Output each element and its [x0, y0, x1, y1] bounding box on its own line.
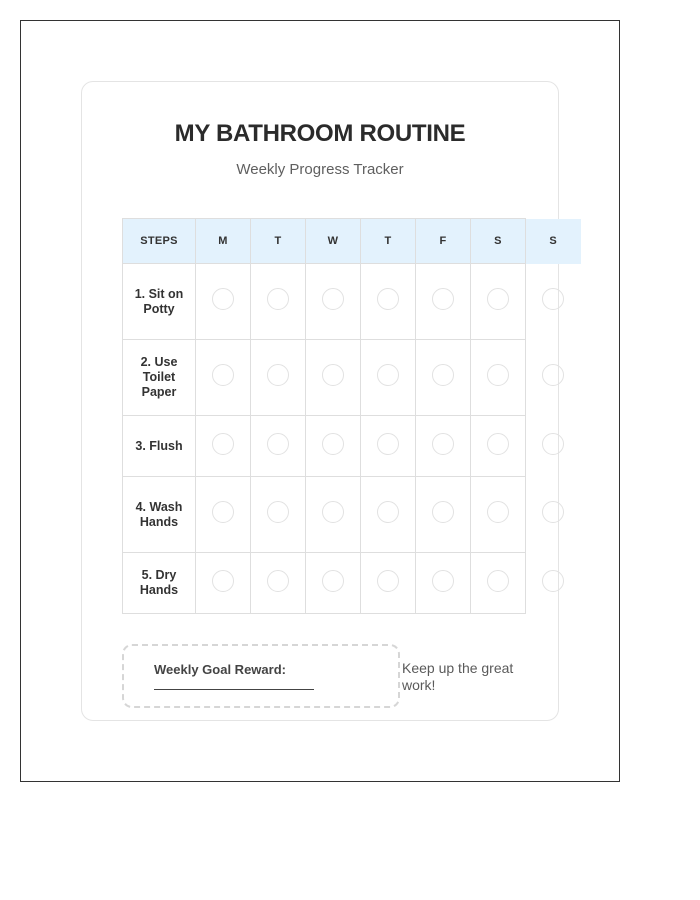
checkbox-circle-icon[interactable]	[432, 501, 454, 523]
checkbox-circle-icon[interactable]	[212, 501, 234, 523]
column-header-day: T	[361, 219, 416, 264]
checkbox-circle-icon[interactable]	[322, 288, 344, 310]
checkbox-circle-icon[interactable]	[267, 501, 289, 523]
checkbox-circle-icon[interactable]	[432, 288, 454, 310]
column-header-day: F	[416, 219, 471, 264]
checkbox-circle-icon[interactable]	[542, 570, 564, 592]
step-label: 5. Dry Hands	[123, 553, 196, 614]
checkbox-circle-icon[interactable]	[542, 433, 564, 455]
step-label: 2. Use Toilet Paper	[123, 340, 196, 416]
day-cell	[471, 477, 526, 553]
progress-table	[122, 218, 581, 614]
day-cell	[361, 553, 416, 614]
day-cell	[526, 340, 581, 416]
checkbox-circle-icon[interactable]	[377, 570, 399, 592]
day-cell	[471, 264, 526, 340]
table-row	[123, 553, 581, 614]
checkbox-circle-icon[interactable]	[542, 501, 564, 523]
day-cell	[361, 340, 416, 416]
checkbox-circle-icon[interactable]	[267, 433, 289, 455]
checkbox-circle-icon[interactable]	[212, 433, 234, 455]
day-cell	[526, 264, 581, 340]
table-row	[123, 416, 581, 477]
checkbox-circle-icon[interactable]	[487, 288, 509, 310]
checkbox-circle-icon[interactable]	[432, 364, 454, 386]
checkbox-circle-icon[interactable]	[212, 364, 234, 386]
day-cell	[526, 553, 581, 614]
checkbox-circle-icon[interactable]	[487, 501, 509, 523]
checkbox-circle-icon[interactable]	[267, 570, 289, 592]
checkbox-circle-icon[interactable]	[377, 433, 399, 455]
reward-input-line[interactable]	[154, 689, 314, 690]
column-header-day: S	[471, 219, 526, 264]
step-label: 3. Flush	[123, 416, 196, 477]
page-title: MY BATHROOM ROUTINE	[174, 120, 466, 147]
day-cell	[361, 477, 416, 553]
column-header-day: S	[526, 219, 581, 264]
checkbox-circle-icon[interactable]	[267, 288, 289, 310]
day-cell	[251, 416, 306, 477]
day-cell	[416, 416, 471, 477]
weekly-goal-reward-box	[122, 644, 400, 708]
day-cell	[251, 553, 306, 614]
day-cell	[196, 340, 251, 416]
checkbox-circle-icon[interactable]	[267, 364, 289, 386]
day-cell	[471, 340, 526, 416]
encouragement-text: Keep up the great work!	[402, 660, 514, 693]
column-header-day: T	[251, 219, 306, 264]
day-cell	[471, 553, 526, 614]
table-row	[123, 264, 581, 340]
day-cell	[196, 477, 251, 553]
day-cell	[306, 264, 361, 340]
day-cell	[196, 264, 251, 340]
table-row	[123, 340, 581, 416]
day-cell	[416, 553, 471, 614]
day-cell	[196, 416, 251, 477]
page-subtitle: Weekly Progress Tracker	[236, 161, 404, 178]
step-label: 1. Sit on Potty	[123, 264, 196, 340]
column-header-day: M	[196, 219, 251, 264]
table-header-row	[123, 219, 581, 264]
day-cell	[416, 477, 471, 553]
reward-label: Weekly Goal Reward:	[154, 662, 286, 677]
day-cell	[416, 340, 471, 416]
day-cell	[306, 553, 361, 614]
checkbox-circle-icon[interactable]	[542, 288, 564, 310]
checkbox-circle-icon[interactable]	[432, 433, 454, 455]
day-cell	[196, 553, 251, 614]
checkbox-circle-icon[interactable]	[377, 501, 399, 523]
day-cell	[251, 477, 306, 553]
day-cell	[416, 264, 471, 340]
checkbox-circle-icon[interactable]	[542, 364, 564, 386]
table-row	[123, 477, 581, 553]
checkbox-circle-icon[interactable]	[432, 570, 454, 592]
checkbox-circle-icon[interactable]	[322, 364, 344, 386]
day-cell	[526, 416, 581, 477]
step-label: 4. Wash Hands	[123, 477, 196, 553]
checkbox-circle-icon[interactable]	[322, 570, 344, 592]
column-header-day: W	[306, 219, 361, 264]
day-cell	[306, 477, 361, 553]
checkbox-circle-icon[interactable]	[322, 433, 344, 455]
checkbox-circle-icon[interactable]	[487, 364, 509, 386]
column-header-steps: STEPS	[123, 219, 196, 264]
day-cell	[361, 416, 416, 477]
checkbox-circle-icon[interactable]	[377, 364, 399, 386]
checkbox-circle-icon[interactable]	[212, 570, 234, 592]
day-cell	[526, 477, 581, 553]
checkbox-circle-icon[interactable]	[212, 288, 234, 310]
day-cell	[251, 264, 306, 340]
day-cell	[251, 340, 306, 416]
checkbox-circle-icon[interactable]	[322, 501, 344, 523]
day-cell	[306, 340, 361, 416]
checkbox-circle-icon[interactable]	[377, 288, 399, 310]
checkbox-circle-icon[interactable]	[487, 570, 509, 592]
day-cell	[471, 416, 526, 477]
day-cell	[361, 264, 416, 340]
checkbox-circle-icon[interactable]	[487, 433, 509, 455]
day-cell	[306, 416, 361, 477]
